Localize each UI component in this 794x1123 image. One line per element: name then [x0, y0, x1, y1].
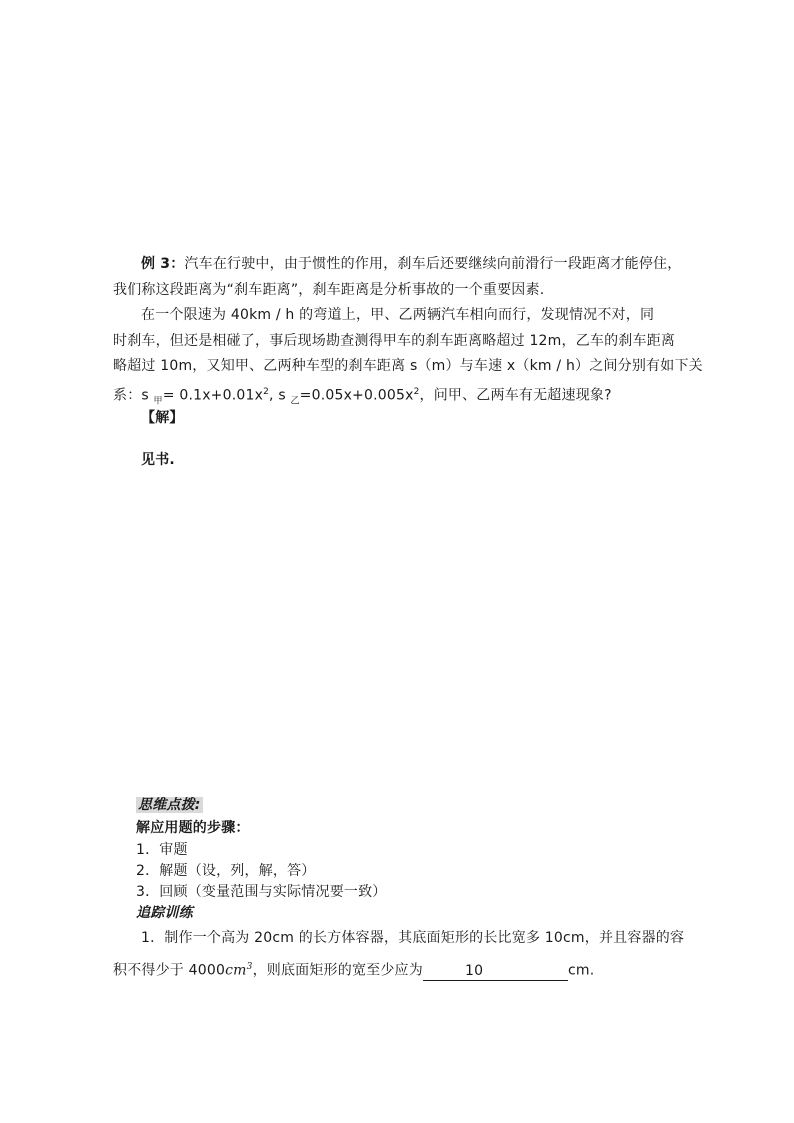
training-title: 追踪训练 [136, 905, 193, 921]
answer-blank: 10 [423, 962, 568, 981]
step-1: 1．审题 [136, 842, 188, 858]
question1-line2: 积不得少于 $4000cm^3$，则底面矩形的宽至少应为 10 cm. [113, 962, 595, 979]
question1-line1: 1．制作一个高为 20cm 的长方体容器，其底面矩形的长比宽多 10cm，并且容器的容 [141, 930, 685, 946]
solution-label: 【解】 [141, 410, 184, 426]
example3-line1 [141, 254, 701, 274]
step-3: 3．回顾（变量范围与实际情况要一致） [136, 884, 387, 900]
example3-line3: 在一个限速为 40km / h 的弯道上，甲、乙两辆汽车相向而行，发现情况不对，同 [141, 307, 655, 323]
answer-text: 见书. [141, 452, 175, 468]
example3-line2: 我们称这段距离为“刹车距离”，刹车距离是分析事故的一个重要因素. [113, 282, 545, 298]
example3-text-1: 汽车在行驶中，由于惯性的作用，刹车后还要继续向前滑行一段距离才能停住， [184, 256, 682, 272]
example3-line4: 时刹车，但还是相碰了，事后现场勘查测得甲车的刹车距离略超过 12m，乙车的刹车距离 [113, 333, 676, 349]
thinking-title: 思维点拨: [138, 797, 201, 813]
example3-label: 例 3： [141, 256, 185, 272]
thinking-subtitle: 解应用题的步骤： [136, 820, 250, 836]
step-2: 2．解题（设，列，解，答） [136, 863, 316, 879]
example3-line6: 系：s $_甲= 0.1x+0.01x^2$, s $_乙=0.05x+0.005x^2$，问甲、乙两车有无超速现象? [113, 387, 612, 407]
example3-line5: 略超过 10m，又知甲、乙两种车型的刹车距离 s（m）与车速 x（km / h）之间分别有如下关 [113, 358, 703, 374]
